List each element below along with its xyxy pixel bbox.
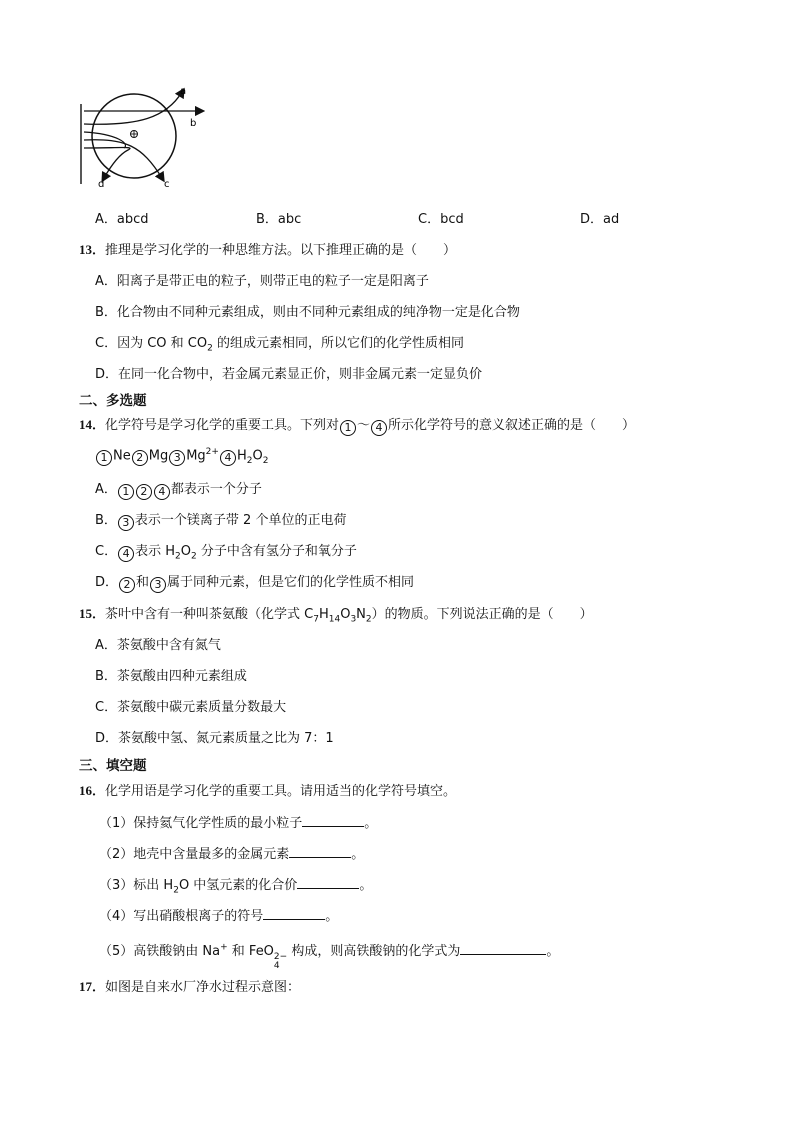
item-text: 地壳中含量最多的金属元素 [133,847,290,862]
q12-option-a[interactable] [95,208,149,227]
scattering-svg [78,86,218,192]
option-text: 茶氨酸中氢、氮元素质量之比为 7：1 [118,731,334,746]
option-letter: B． [95,513,117,528]
item-text: 。 [546,944,560,959]
subscript: 7 [313,614,319,625]
option-text: 的组成元素相同，所以它们的化学性质相同 [212,336,464,351]
option-letter: D． [95,575,119,590]
sub-sup-stack [274,953,287,971]
chem-symbol: H [236,448,247,464]
option-letter: C． [95,700,118,715]
circled-number: 1 [340,420,356,436]
q13-option-b[interactable] [95,301,520,320]
q16-item-5 [99,940,559,971]
circled-number: 1 [118,484,134,500]
option-text: 在同一化合物中，若金属元素显正价，则非金属元素一定显负价 [118,367,483,382]
option-text: O [180,544,191,559]
subscript: 2 [173,885,179,896]
answer-blank[interactable] [263,907,325,920]
option-letter: D． [580,212,604,227]
path-d [84,148,130,179]
label-d: d [98,179,105,190]
q14-symbols [95,447,268,466]
superscript: 2− [273,952,288,962]
option-letter: B． [95,669,117,684]
subscript: 2 [190,551,197,562]
question-text: 化学用语是学习化学的重要工具。请用适当的化学符号填空。 [105,784,457,799]
q15-option-a[interactable] [95,634,221,653]
label-b: b [190,118,197,129]
q14-stem [79,414,635,436]
question-text: ）的物质。下列说法正确的是（ ） [371,607,593,622]
subscript: 2 [262,455,269,466]
chem-symbol: N [356,607,366,622]
answer-blank[interactable] [297,876,359,889]
circled-number: 2 [136,484,152,500]
label-c: c [164,179,170,190]
chem-symbol: H [318,607,329,622]
option-letter: C． [95,544,118,559]
option-text: 茶氨酸中碳元素质量分数最大 [117,700,287,715]
item-text: 标出 H [133,878,174,893]
item-text: 保持氦气化学性质的最小粒子 [133,816,303,831]
circled-number: 1 [96,450,112,466]
option-letter: A． [95,274,117,289]
q14-option-d[interactable] [95,571,414,593]
item-number: （5） [99,944,134,959]
q16-item-2 [99,843,364,862]
alpha-scattering-diagram [78,86,218,192]
q14-option-a[interactable] [95,478,262,500]
q13-stem [79,239,456,258]
circled-number: 3 [118,515,134,531]
q16-item-3 [99,874,372,896]
answer-blank[interactable] [302,814,364,827]
item-text: 。 [364,816,378,831]
circled-number: 3 [150,577,166,593]
chem-symbol: O [252,448,263,464]
q16-item-4 [99,905,338,924]
item-number: （2） [99,847,134,862]
option-letter: D． [95,731,119,746]
circled-number: 4 [371,420,387,436]
q15-option-b[interactable] [95,665,247,684]
option-letter: A． [95,638,117,653]
section-title-fill-blank: 三、填空题 [79,758,147,774]
option-text: 阳离子是带正电的粒子，则带正电的粒子一定是阳离子 [116,274,429,289]
option-text: 属于同种元素，但是它们的化学性质不相同 [167,575,415,590]
q12-option-c[interactable] [418,208,464,227]
chem-symbol: Mg [186,448,206,464]
path-a [84,92,182,124]
q15-stem [79,603,593,625]
q15-option-d[interactable] [95,727,334,746]
item-text: 写出硝酸根离子的符号 [133,909,264,924]
option-text: 茶氨酸由四种元素组成 [116,669,247,684]
circled-number: 4 [154,484,170,500]
item-text: 和 FeO [227,944,274,959]
chem-symbol: Mg [148,448,169,464]
item-text: O 中氢元素的化合价 [178,878,298,893]
question-text: 推理是学习化学的一种思维方法。以下推理正确的是（ ） [105,243,457,258]
q13-option-c[interactable] [95,332,464,354]
question-text: ～ [357,418,371,433]
item-number: （1） [99,816,134,831]
circled-number: 2 [132,450,148,466]
option-text: 表示一个镁离子带 2 个单位的正电荷 [134,513,347,528]
answer-blank[interactable] [289,845,351,858]
subscript: 2 [246,455,253,466]
option-text: 化合物由不同种元素组成，则由不同种元素组成的纯净物一定是化合物 [116,305,520,320]
question-number: 17． [79,979,106,994]
label-a: a [180,86,187,97]
section-title-multi-choice: 二、多选题 [79,393,147,409]
subscript: 14 [328,614,341,625]
option-letter: B． [256,212,278,227]
q13-option-a[interactable] [95,270,429,289]
question-text: 所示化学符号的意义叙述正确的是（ ） [388,418,636,433]
item-text: 构成，则高铁酸钠的化学式为 [287,944,461,959]
q13-option-d[interactable] [95,363,482,382]
circled-number: 4 [220,450,236,466]
q17-stem [79,976,300,995]
option-letter: B． [95,305,117,320]
question-text: 化学符号是学习化学的重要工具。下列对 [105,418,340,433]
subscript: 3 [350,614,357,625]
subscript: 2 [207,343,213,354]
q12-option-b[interactable] [256,208,301,227]
item-text: 。 [325,909,339,924]
superscript: 2+ [205,447,219,457]
q16-stem [79,780,456,799]
q12-option-d[interactable] [580,208,619,227]
item-text: 。 [359,878,373,893]
question-number: 16． [79,783,106,798]
q14-option-c[interactable] [95,540,357,562]
question-number: 15． [79,606,106,621]
option-text: 分子中含有氢分子和氧分子 [196,544,357,559]
question-text: 如图是自来水厂净水过程示意图： [105,980,301,995]
option-text: 茶氨酸中含有氮气 [116,638,221,653]
chem-symbol: Ne [113,448,131,464]
question-number: 13． [79,242,106,257]
option-letter: D． [95,367,119,382]
option-text: 都表示一个分子 [170,482,262,497]
item-number: （4） [99,909,134,924]
subscript: 2 [365,614,372,625]
answer-blank[interactable] [460,942,546,955]
q16-item-1 [99,812,377,831]
q15-option-c[interactable] [95,696,286,715]
option-text: 因为 CO 和 CO [117,336,208,351]
item-text: 。 [351,847,365,862]
option-letter: A． [95,482,117,497]
question-number: 14． [79,417,106,432]
circled-number: 4 [118,546,134,562]
option-letter: A． [95,212,117,227]
item-text: 高铁酸钠由 Na [133,944,221,959]
option-text: ad [603,212,620,227]
circled-number: 3 [169,450,185,466]
question-text: 茶叶中含有一种叫茶氨酸（化学式 C [105,607,314,622]
option-letter: C． [95,336,118,351]
q14-option-b[interactable] [95,509,346,531]
subscript: 2 [175,551,181,562]
option-text: 表示 H [135,544,175,559]
superscript: + [220,942,228,953]
chem-symbol: O [340,607,351,622]
circled-number: 2 [119,577,135,593]
item-number: （3） [99,878,134,893]
option-text: bcd [440,212,464,227]
option-letter: C． [418,212,441,227]
subscript: 4 [273,961,280,971]
option-text: abc [277,212,302,227]
path-c [84,140,162,178]
option-text: abcd [116,212,149,227]
option-text: 和 [136,575,150,590]
